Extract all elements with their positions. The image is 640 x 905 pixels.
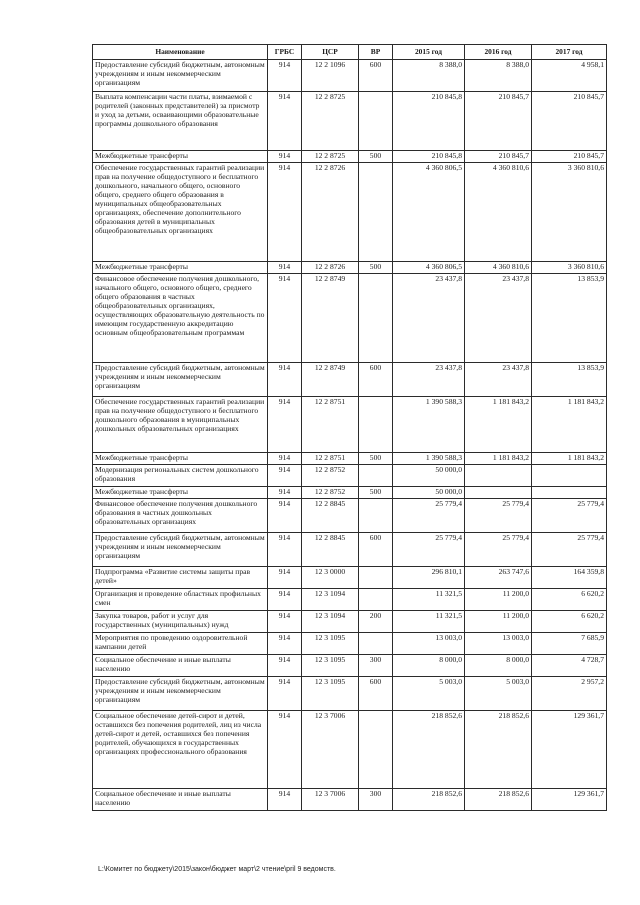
cell-name: Социальное обеспечение и иные выплаты населению [93, 655, 268, 677]
cell-2016: 11 200,0 [465, 611, 532, 633]
cell-grbs: 914 [268, 611, 302, 633]
cell-vr [359, 465, 393, 487]
budget-table [92, 44, 607, 811]
cell-2017: 3 360 810,6 [532, 262, 607, 274]
cell-vr: 300 [359, 789, 393, 811]
cell-grbs: 914 [268, 60, 302, 92]
cell-2016 [465, 487, 532, 499]
cell-2016: 25 779,4 [465, 499, 532, 533]
header-vr: ВР [359, 45, 393, 60]
cell-vr [359, 633, 393, 655]
cell-csr: 12 2 8749 [302, 274, 359, 363]
cell-name: Модернизация региональных систем дошкольного образования [93, 465, 268, 487]
cell-2015: 8 000,0 [393, 655, 465, 677]
cell-grbs: 914 [268, 262, 302, 274]
table-row [93, 611, 607, 633]
table-row [93, 363, 607, 397]
table-row [93, 789, 607, 811]
cell-csr: 12 2 8725 [302, 151, 359, 163]
cell-2016: 218 852,6 [465, 789, 532, 811]
cell-grbs: 914 [268, 453, 302, 465]
cell-2015: 1 390 588,3 [393, 453, 465, 465]
cell-grbs: 914 [268, 789, 302, 811]
cell-2016: 4 360 810,6 [465, 163, 532, 262]
cell-name: Предоставление субсидий бюджетным, автономным учреждениям и иным некоммерческим организациям [93, 60, 268, 92]
table-row [93, 60, 607, 92]
cell-name: Предоставление субсидий бюджетным, автономным учреждениям и иным некоммерческим организациям [93, 677, 268, 711]
cell-csr: 12 3 0000 [302, 567, 359, 589]
cell-name: Предоставление субсидий бюджетным, автономным учреждениям и иным некоммерческим организациям [93, 363, 268, 397]
cell-grbs: 914 [268, 633, 302, 655]
cell-2016 [465, 465, 532, 487]
cell-csr: 12 3 1094 [302, 589, 359, 611]
cell-2015: 25 779,4 [393, 533, 465, 567]
cell-2017: 1 181 843,2 [532, 453, 607, 465]
cell-2015: 210 845,8 [393, 151, 465, 163]
cell-2016: 4 360 810,6 [465, 262, 532, 274]
cell-2015: 25 779,4 [393, 499, 465, 533]
cell-grbs: 914 [268, 499, 302, 533]
cell-vr [359, 163, 393, 262]
cell-csr: 12 2 8752 [302, 465, 359, 487]
cell-2015: 11 321,5 [393, 611, 465, 633]
header-grbs: ГРБС [268, 45, 302, 60]
cell-grbs: 914 [268, 363, 302, 397]
header-name: Наименование [93, 45, 268, 60]
cell-2017: 4 728,7 [532, 655, 607, 677]
table-header-row [93, 45, 607, 60]
cell-grbs: 914 [268, 677, 302, 711]
cell-2017: 6 620,2 [532, 589, 607, 611]
cell-vr: 600 [359, 363, 393, 397]
cell-name: Подпрограмма «Развитие системы защиты прав детей» [93, 567, 268, 589]
table-row [93, 163, 607, 262]
cell-2017: 4 958,1 [532, 60, 607, 92]
cell-2015: 50 000,0 [393, 487, 465, 499]
cell-2017: 25 779,4 [532, 499, 607, 533]
cell-2017: 1 181 843,2 [532, 397, 607, 453]
cell-csr: 12 2 8749 [302, 363, 359, 397]
table-row [93, 465, 607, 487]
cell-vr: 600 [359, 533, 393, 567]
cell-vr [359, 397, 393, 453]
cell-2015: 50 000,0 [393, 465, 465, 487]
cell-vr: 500 [359, 453, 393, 465]
table-row [93, 567, 607, 589]
cell-csr: 12 2 8725 [302, 92, 359, 151]
table-row [93, 589, 607, 611]
cell-2016: 23 437,8 [465, 363, 532, 397]
cell-grbs: 914 [268, 487, 302, 499]
cell-2016: 210 845,7 [465, 151, 532, 163]
cell-2017: 129 361,7 [532, 789, 607, 811]
cell-grbs: 914 [268, 655, 302, 677]
cell-2015: 8 388,0 [393, 60, 465, 92]
cell-vr [359, 92, 393, 151]
cell-vr: 500 [359, 487, 393, 499]
cell-grbs: 914 [268, 397, 302, 453]
cell-vr [359, 567, 393, 589]
cell-grbs: 914 [268, 465, 302, 487]
cell-vr: 600 [359, 60, 393, 92]
cell-csr: 12 3 7006 [302, 789, 359, 811]
cell-2015: 210 845,8 [393, 92, 465, 151]
table-row [93, 655, 607, 677]
cell-name: Межбюджетные трансферты [93, 487, 268, 499]
cell-csr: 12 2 8845 [302, 499, 359, 533]
cell-2016: 218 852,6 [465, 711, 532, 789]
cell-vr [359, 499, 393, 533]
cell-name: Социальное обеспечение детей-сирот и детей, оставшихся без попечения родителей, лиц из числа детей-сирот и детей, оставшихся без попечения родителей, обучающихся в государственных организациях профессионального образования [93, 711, 268, 789]
cell-2017: 7 685,9 [532, 633, 607, 655]
cell-2015: 13 003,0 [393, 633, 465, 655]
cell-grbs: 914 [268, 163, 302, 262]
cell-name: Закупка товаров, работ и услуг для государственных (муниципальных) нужд [93, 611, 268, 633]
table-row [93, 711, 607, 789]
cell-2017: 13 853,9 [532, 363, 607, 397]
cell-name: Обеспечение государственных гарантий реализации прав на получение общедоступного и бесплатного дошкольного образования в муниципальных дошкольных образовательных организациях [93, 397, 268, 453]
cell-2016: 25 779,4 [465, 533, 532, 567]
cell-csr: 12 2 8752 [302, 487, 359, 499]
cell-2017: 2 957,2 [532, 677, 607, 711]
header-csr: ЦСР [302, 45, 359, 60]
cell-csr: 12 3 1094 [302, 611, 359, 633]
table-row [93, 633, 607, 655]
cell-vr [359, 589, 393, 611]
cell-csr: 12 2 8751 [302, 453, 359, 465]
cell-grbs: 914 [268, 151, 302, 163]
cell-name: Выплата компенсации части платы, взимаемой с родителей (законных представителей) за присмотр и уход за детьми, осваивающими образовательные программы дошкольного образования [93, 92, 268, 151]
cell-grbs: 914 [268, 92, 302, 151]
cell-vr: 300 [359, 655, 393, 677]
cell-2016: 210 845,7 [465, 92, 532, 151]
cell-name: Организация и проведение областных профильных смен [93, 589, 268, 611]
cell-2016: 11 200,0 [465, 589, 532, 611]
footer-file-path: L:\Комитет по бюджету\2015\закон\бюджет март\2 чтение\pril 9 ведомств. [98, 866, 336, 873]
cell-2017 [532, 487, 607, 499]
cell-csr: 12 2 8726 [302, 163, 359, 262]
cell-2017: 210 845,7 [532, 151, 607, 163]
table-row [93, 533, 607, 567]
cell-2017: 210 845,7 [532, 92, 607, 151]
cell-csr: 12 3 7006 [302, 711, 359, 789]
cell-2015: 5 003,0 [393, 677, 465, 711]
table-row [93, 151, 607, 163]
cell-name: Межбюджетные трансферты [93, 262, 268, 274]
cell-vr [359, 274, 393, 363]
table-body [93, 60, 607, 811]
cell-csr: 12 3 1095 [302, 633, 359, 655]
cell-name: Финансовое обеспечение получения дошкольного, начального общего, основного общего, среднего общего образования в частных общеобразовательных организациях, осуществляющих образовательную деятельность по имеющим государственную аккредитацию основным общеобразовательным программам [93, 274, 268, 363]
cell-csr: 12 2 8726 [302, 262, 359, 274]
cell-2015: 218 852,6 [393, 711, 465, 789]
cell-2017: 3 360 810,6 [532, 163, 607, 262]
cell-name: Межбюджетные трансферты [93, 151, 268, 163]
cell-csr: 12 2 1096 [302, 60, 359, 92]
cell-2017 [532, 465, 607, 487]
cell-grbs: 914 [268, 274, 302, 363]
cell-grbs: 914 [268, 533, 302, 567]
cell-2016: 5 003,0 [465, 677, 532, 711]
cell-2016: 1 181 843,2 [465, 453, 532, 465]
table-row [93, 453, 607, 465]
table-row [93, 262, 607, 274]
cell-grbs: 914 [268, 589, 302, 611]
header-2015: 2015 год [393, 45, 465, 60]
cell-csr: 12 3 1095 [302, 655, 359, 677]
cell-2016: 23 437,8 [465, 274, 532, 363]
cell-vr: 500 [359, 151, 393, 163]
table-row [93, 499, 607, 533]
header-2017: 2017 год [532, 45, 607, 60]
cell-csr: 12 2 8751 [302, 397, 359, 453]
cell-2015: 296 810,1 [393, 567, 465, 589]
cell-2017: 164 359,8 [532, 567, 607, 589]
cell-name: Межбюджетные трансферты [93, 453, 268, 465]
cell-2017: 129 361,7 [532, 711, 607, 789]
cell-2015: 218 852,6 [393, 789, 465, 811]
cell-name: Мероприятия по проведению оздоровительной кампании детей [93, 633, 268, 655]
cell-2017: 13 853,9 [532, 274, 607, 363]
table-row [93, 274, 607, 363]
cell-vr [359, 711, 393, 789]
cell-2015: 23 437,8 [393, 274, 465, 363]
table-row [93, 677, 607, 711]
cell-2015: 1 390 588,3 [393, 397, 465, 453]
cell-2016: 263 747,6 [465, 567, 532, 589]
table-row [93, 92, 607, 151]
cell-name: Предоставление субсидий бюджетным, автономным учреждениям и иным некоммерческим организациям [93, 533, 268, 567]
cell-vr: 200 [359, 611, 393, 633]
table-row [93, 397, 607, 453]
cell-2017: 6 620,2 [532, 611, 607, 633]
cell-2016: 13 003,0 [465, 633, 532, 655]
cell-vr: 600 [359, 677, 393, 711]
cell-name: Социальное обеспечение и иные выплаты населению [93, 789, 268, 811]
cell-grbs: 914 [268, 567, 302, 589]
cell-2016: 8 000,0 [465, 655, 532, 677]
header-2016: 2016 год [465, 45, 532, 60]
cell-grbs: 914 [268, 711, 302, 789]
cell-2015: 23 437,8 [393, 363, 465, 397]
cell-2017: 25 779,4 [532, 533, 607, 567]
cell-2016: 1 181 843,2 [465, 397, 532, 453]
cell-name: Финансовое обеспечение получения дошкольного образования в частных дошкольных образовательных организациях [93, 499, 268, 533]
cell-2016: 8 388,0 [465, 60, 532, 92]
cell-vr: 500 [359, 262, 393, 274]
cell-csr: 12 3 1095 [302, 677, 359, 711]
cell-2015: 4 360 806,5 [393, 163, 465, 262]
cell-name: Обеспечение государственных гарантий реализации прав на получение общедоступного и бесплатного дошкольного, начального общего, основного общего, среднего общего образования в муниципальных общеобразовательных организациях, обеспечение дополнительного образования детей в муниципальных общеобразовательных организациях [93, 163, 268, 262]
table-row [93, 487, 607, 499]
cell-csr: 12 2 8845 [302, 533, 359, 567]
cell-2015: 11 321,5 [393, 589, 465, 611]
cell-2015: 4 360 806,5 [393, 262, 465, 274]
